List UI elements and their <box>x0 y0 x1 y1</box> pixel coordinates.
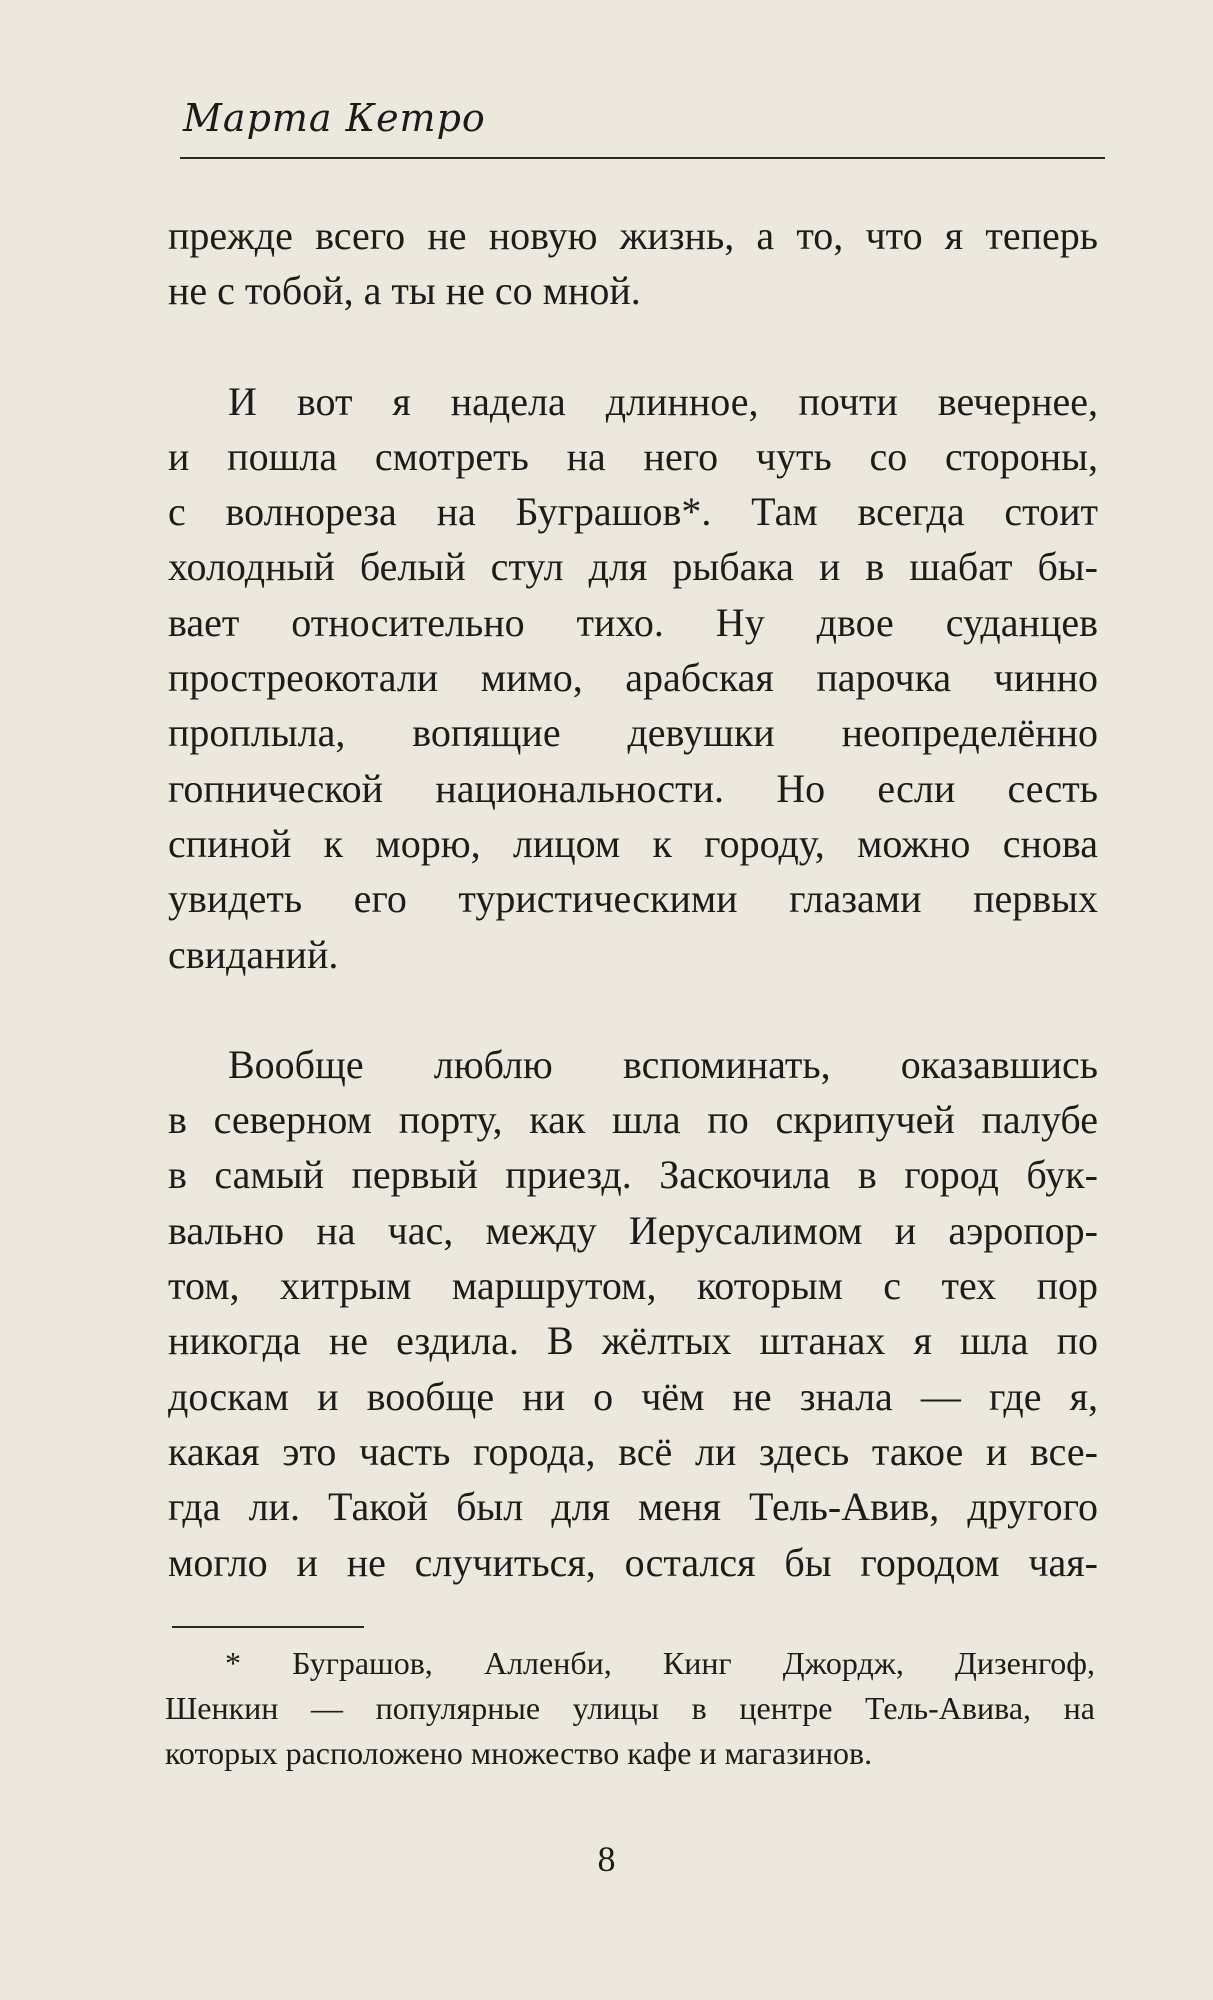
text-line: спиной к морю, лицом к городу, можно снова <box>168 820 1098 866</box>
footnote-line: которых расположено множество кафе и магазинов. <box>165 1735 873 1771</box>
paragraph-3 <box>168 1037 1098 1590</box>
text-line: прежде всего не новую жизнь, а то, что я теперь <box>168 213 1098 258</box>
text-line: доскам и вообще ни о чём не знала — где я, <box>168 1373 1098 1419</box>
running-head-author: Марта Кетро <box>183 96 486 140</box>
text-line: вально на час, между Иерусалимом и аэропор- <box>168 1207 1098 1253</box>
text-line: могло и не случиться, остался бы городом чая- <box>168 1539 1098 1585</box>
text-line: с волнореза на Буграшов*. Там всегда стоит <box>168 489 1098 535</box>
text-line: не с тобой, а ты не со мной. <box>168 268 641 314</box>
paragraph-1 <box>168 208 1098 319</box>
text-line: и пошла смотреть на него чуть со стороны, <box>168 433 1098 479</box>
body-text <box>168 208 1098 1590</box>
footnote-line: * Бугрaшов, Алленби, Кинг Джордж, Дизенгоф, <box>225 1645 1095 1681</box>
text-line: вает относительно тихо. Ну двое суданцев <box>168 599 1098 645</box>
text-line: в самый первый приезд. Заскочила в город бук- <box>168 1152 1098 1198</box>
footnote-line: Шенкин — популярные улицы в центре Тель-Авива, на <box>165 1690 1095 1726</box>
text-line: в северном порту, как шла по скрипучей палубе <box>168 1097 1098 1143</box>
text-line: какая это часть города, всё ли здесь такое и все- <box>168 1428 1098 1474</box>
text-line: никогда не ездила. В жёлтых штанах я шла по <box>168 1318 1098 1364</box>
text-line: увидеть его туристическими глазами первых <box>168 876 1098 922</box>
text-line: холодный белый стул для рыбака и в шабат бы- <box>168 544 1098 590</box>
text-line: свиданий. <box>168 931 339 977</box>
text-line: простреокотали мимо, арабская парочка чинно <box>168 655 1098 701</box>
text-line: И вот я надела длинное, почти вечернее, <box>228 378 1098 424</box>
text-line: гопнической национальности. Но если сесть <box>168 765 1098 811</box>
footnote <box>165 1641 1095 1776</box>
footnote-rule <box>172 1626 364 1628</box>
paragraph-2 <box>168 374 1098 982</box>
text-line: том, хитрым маршрутом, которым с тех пор <box>168 1263 1098 1309</box>
text-line: проплыла, вопящие девушки неопределённо <box>168 710 1098 756</box>
text-line: Вообще люблю вспоминать, оказавшись <box>228 1041 1098 1087</box>
header-rule <box>180 157 1105 159</box>
text-line: гда ли. Такой был для меня Тель-Авив, другого <box>168 1484 1098 1530</box>
page-number: 8 <box>597 1839 616 1879</box>
